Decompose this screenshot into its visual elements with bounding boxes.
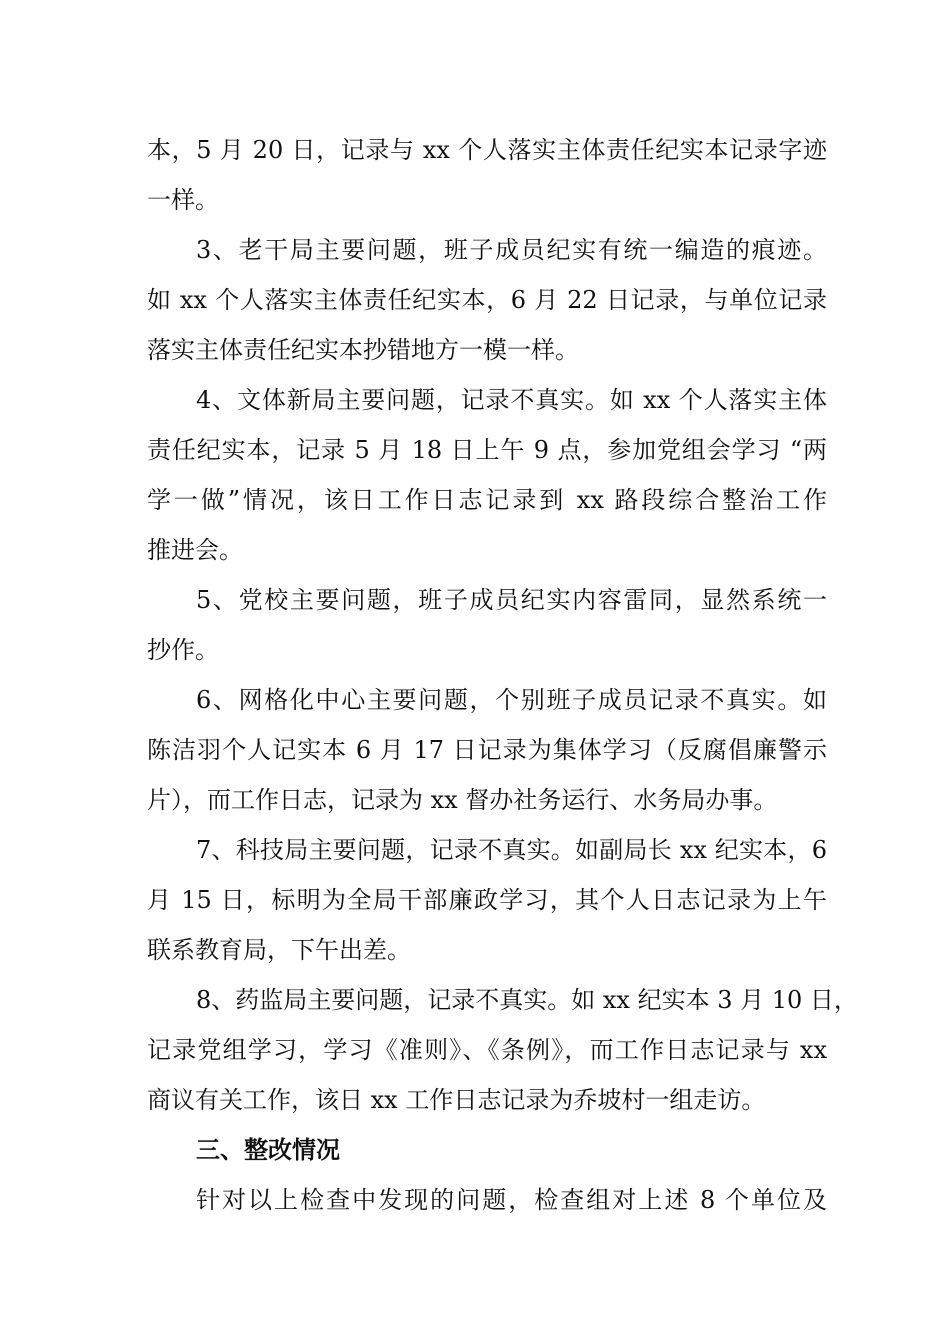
text-line: 落实主体责任纪实本抄错地方一模一样。 [147,336,579,364]
text-line: 陈洁羽个人记实本 6 月 17 日记录为集体学习（反腐倡廉警示 [147,736,827,764]
text-line: 6、网格化中心主要问题，个别班子成员记录不真实。如 [196,686,827,714]
text-line: 记录党组学习，学习《准则》、《条例》，而工作日志记录与 xx [147,1036,827,1064]
text-line: 3、老干局主要问题，班子成员纪实有统一编造的痕迹。 [196,236,827,264]
text-line: 4、文体新局主要问题，记录不真实。如 xx 个人落实主体 [196,386,827,414]
text-line: 针对以上检查中发现的问题，检查组对上述 8 个单位及 [196,1186,827,1214]
text-line: 联系教育局，下午出差。 [147,936,411,964]
text-line: 7、科技局主要问题，记录不真实。如副局长 xx 纪实本，6 [196,836,827,864]
text-line: 如 xx 个人落实主体责任纪实本，6 月 22 日记录，与单位记录 [147,286,827,314]
text-line: 推进会。 [147,536,243,564]
text-line: 责任纪实本，记录 5 月 18 日上午 9 点，参加党组会学习 “两 [147,436,827,464]
text-line: 商议有关工作，该日 xx 工作日志记录为乔坡村一组走访。 [147,1086,766,1114]
text-line: 一样。 [147,186,219,214]
text-line: 抄作。 [147,636,219,664]
text-line: 片），而工作日志，记录为 xx 督办社务运行、水务局办事。 [147,786,778,814]
text-line: 5、党校主要问题，班子成员纪实内容雷同，显然系统一 [196,586,827,614]
section-heading: 三、整改情况 [196,1136,340,1164]
text-line: 月 15 日，标明为全局干部廉政学习，其个人日志记录为上午 [147,886,827,914]
text-line: 学一做”情况，该日工作日志记录到 xx 路段综合整治工作 [147,486,827,514]
text-line: 8、药监局主要问题，记录不真实。如 xx 纪实本 3 月 10 日， [196,986,858,1014]
text-line: 本，5 月 20 日，记录与 xx 个人落实主体责任纪实本记录字迹 [147,136,827,164]
